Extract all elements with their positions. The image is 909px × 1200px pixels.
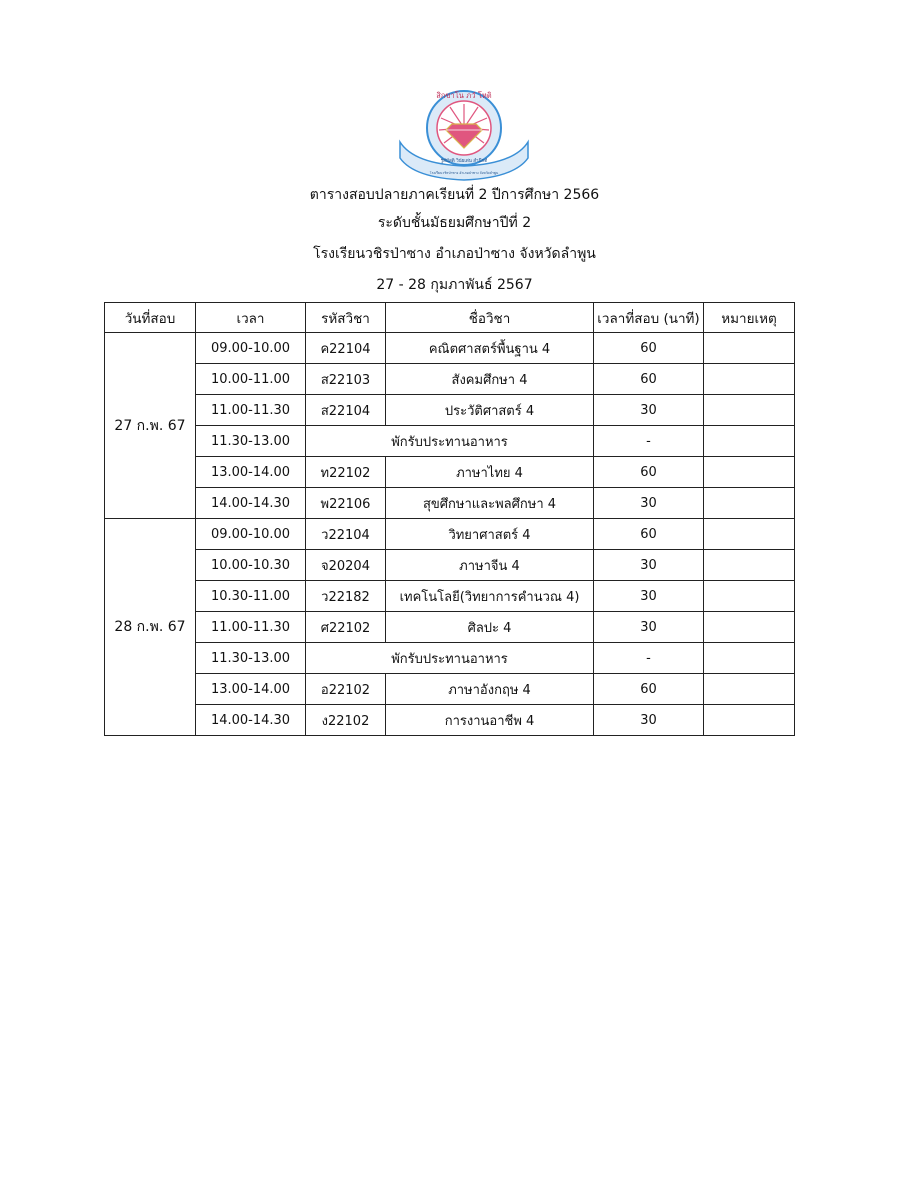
table-row	[105, 333, 795, 364]
subject-code-cell: จ20204	[306, 550, 386, 581]
subject-name-cell: เทคโนโลยี(วิทยาการคำนวณ 4)	[386, 581, 594, 612]
subject-name-cell: สังคมศึกษา 4	[386, 364, 594, 395]
column-header: วันที่สอบ	[105, 303, 196, 333]
subject-name-cell: การงานอาชีพ 4	[386, 705, 594, 736]
subject-code-cell: ท22102	[306, 457, 386, 488]
note-cell	[704, 457, 795, 488]
exam-title: ตารางสอบปลายภาคเรียนที่ 2 ปีการศึกษา 2566	[309, 187, 600, 203]
subject-name-cell: ศิลปะ 4	[386, 612, 594, 643]
time-cell: 10.00-11.00	[196, 364, 306, 395]
note-cell	[704, 395, 795, 426]
duration-cell: 60	[594, 674, 704, 705]
column-header: หมายเหตุ	[704, 303, 795, 333]
subject-code-cell: ง22102	[306, 705, 386, 736]
duration-cell: 60	[594, 519, 704, 550]
table-row	[105, 612, 795, 643]
svg-text:รู้ดีมีสติ วินัยเด่น สำนึกดี: รู้ดีมีสติ วินัยเด่น สำนึกดี	[440, 159, 488, 164]
note-cell	[704, 550, 795, 581]
table-row	[105, 581, 795, 612]
time-cell: 10.00-10.30	[196, 550, 306, 581]
grade-level: ระดับชั้นมัธยมศึกษาปีที่ 2	[377, 215, 532, 231]
school-name: โรงเรียนวชิรป่าซาง อำเภอป่าซาง จังหวัดลำพูน	[313, 246, 596, 262]
table-row	[105, 550, 795, 581]
duration-cell: 30	[594, 550, 704, 581]
duration-cell: 60	[594, 457, 704, 488]
note-cell	[704, 581, 795, 612]
time-cell: 13.00-14.00	[196, 674, 306, 705]
time-cell: 13.00-14.00	[196, 457, 306, 488]
exam-date-cell: 27 ก.พ. 67	[105, 333, 196, 519]
lunch-break-cell: พักรับประทานอาหาร	[306, 426, 594, 457]
subject-code-cell: พ22106	[306, 488, 386, 519]
subject-name-cell: คณิตศาสตร์พื้นฐาน 4	[386, 333, 594, 364]
table-row	[105, 488, 795, 519]
duration-cell: -	[594, 426, 704, 457]
duration-cell: 30	[594, 581, 704, 612]
table-row	[105, 457, 795, 488]
duration-cell: 60	[594, 333, 704, 364]
exam-date-cell: 28 ก.พ. 67	[105, 519, 196, 736]
duration-cell: 30	[594, 488, 704, 519]
subject-code-cell: ส22103	[306, 364, 386, 395]
note-cell	[704, 705, 795, 736]
time-cell: 14.00-14.30	[196, 488, 306, 519]
time-cell: 11.30-13.00	[196, 426, 306, 457]
subject-code-cell: ค22104	[306, 333, 386, 364]
duration-cell: 30	[594, 612, 704, 643]
time-cell: 11.00-11.30	[196, 395, 306, 426]
svg-text:สิกขาโน ภวํ โหติ: สิกขาโน ภวํ โหติ	[436, 91, 492, 100]
subject-name-cell: ภาษาอังกฤษ 4	[386, 674, 594, 705]
time-cell: 10.30-11.00	[196, 581, 306, 612]
subject-code-cell: ว22182	[306, 581, 386, 612]
table-row	[105, 395, 795, 426]
school-logo	[394, 86, 534, 182]
subject-code-cell: ศ22102	[306, 612, 386, 643]
subject-name-cell: ประวัติศาสตร์ 4	[386, 395, 594, 426]
column-header: รหัสวิชา	[306, 303, 386, 333]
lunch-break-cell: พักรับประทานอาหาร	[306, 643, 594, 674]
note-cell	[704, 643, 795, 674]
table-row	[105, 674, 795, 705]
note-cell	[704, 612, 795, 643]
exam-schedule-table	[104, 302, 795, 736]
column-header: เวลาที่สอบ (นาที)	[594, 303, 704, 333]
lunch-break-row	[105, 643, 795, 674]
lunch-break-row	[105, 426, 795, 457]
time-cell: 14.00-14.30	[196, 705, 306, 736]
time-cell: 11.30-13.00	[196, 643, 306, 674]
note-cell	[704, 488, 795, 519]
note-cell	[704, 333, 795, 364]
note-cell	[704, 674, 795, 705]
exam-dates: 27 - 28 กุมภาพันธ์ 2567	[376, 277, 533, 293]
duration-cell: 30	[594, 395, 704, 426]
note-cell	[704, 426, 795, 457]
svg-text:โรงเรียนวชิรป่าซาง อำเภอป่าซาง: โรงเรียนวชิรป่าซาง อำเภอป่าซาง จังหวัดลำพูน	[429, 171, 499, 175]
column-header: เวลา	[196, 303, 306, 333]
time-cell: 09.00-10.00	[196, 333, 306, 364]
subject-name-cell: สุขศึกษาและพลศึกษา 4	[386, 488, 594, 519]
subject-name-cell: ภาษาจีน 4	[386, 550, 594, 581]
subject-code-cell: ว22104	[306, 519, 386, 550]
time-cell: 11.00-11.30	[196, 612, 306, 643]
subject-code-cell: อ22102	[306, 674, 386, 705]
table-row	[105, 705, 795, 736]
subject-name-cell: วิทยาศาสตร์ 4	[386, 519, 594, 550]
duration-cell: 30	[594, 705, 704, 736]
table-row	[105, 364, 795, 395]
duration-cell: 60	[594, 364, 704, 395]
time-cell: 09.00-10.00	[196, 519, 306, 550]
note-cell	[704, 364, 795, 395]
subject-name-cell: ภาษาไทย 4	[386, 457, 594, 488]
column-header: ชื่อวิชา	[386, 303, 594, 333]
table-header-row	[105, 303, 795, 333]
table-row	[105, 519, 795, 550]
note-cell	[704, 519, 795, 550]
duration-cell: -	[594, 643, 704, 674]
subject-code-cell: ส22104	[306, 395, 386, 426]
